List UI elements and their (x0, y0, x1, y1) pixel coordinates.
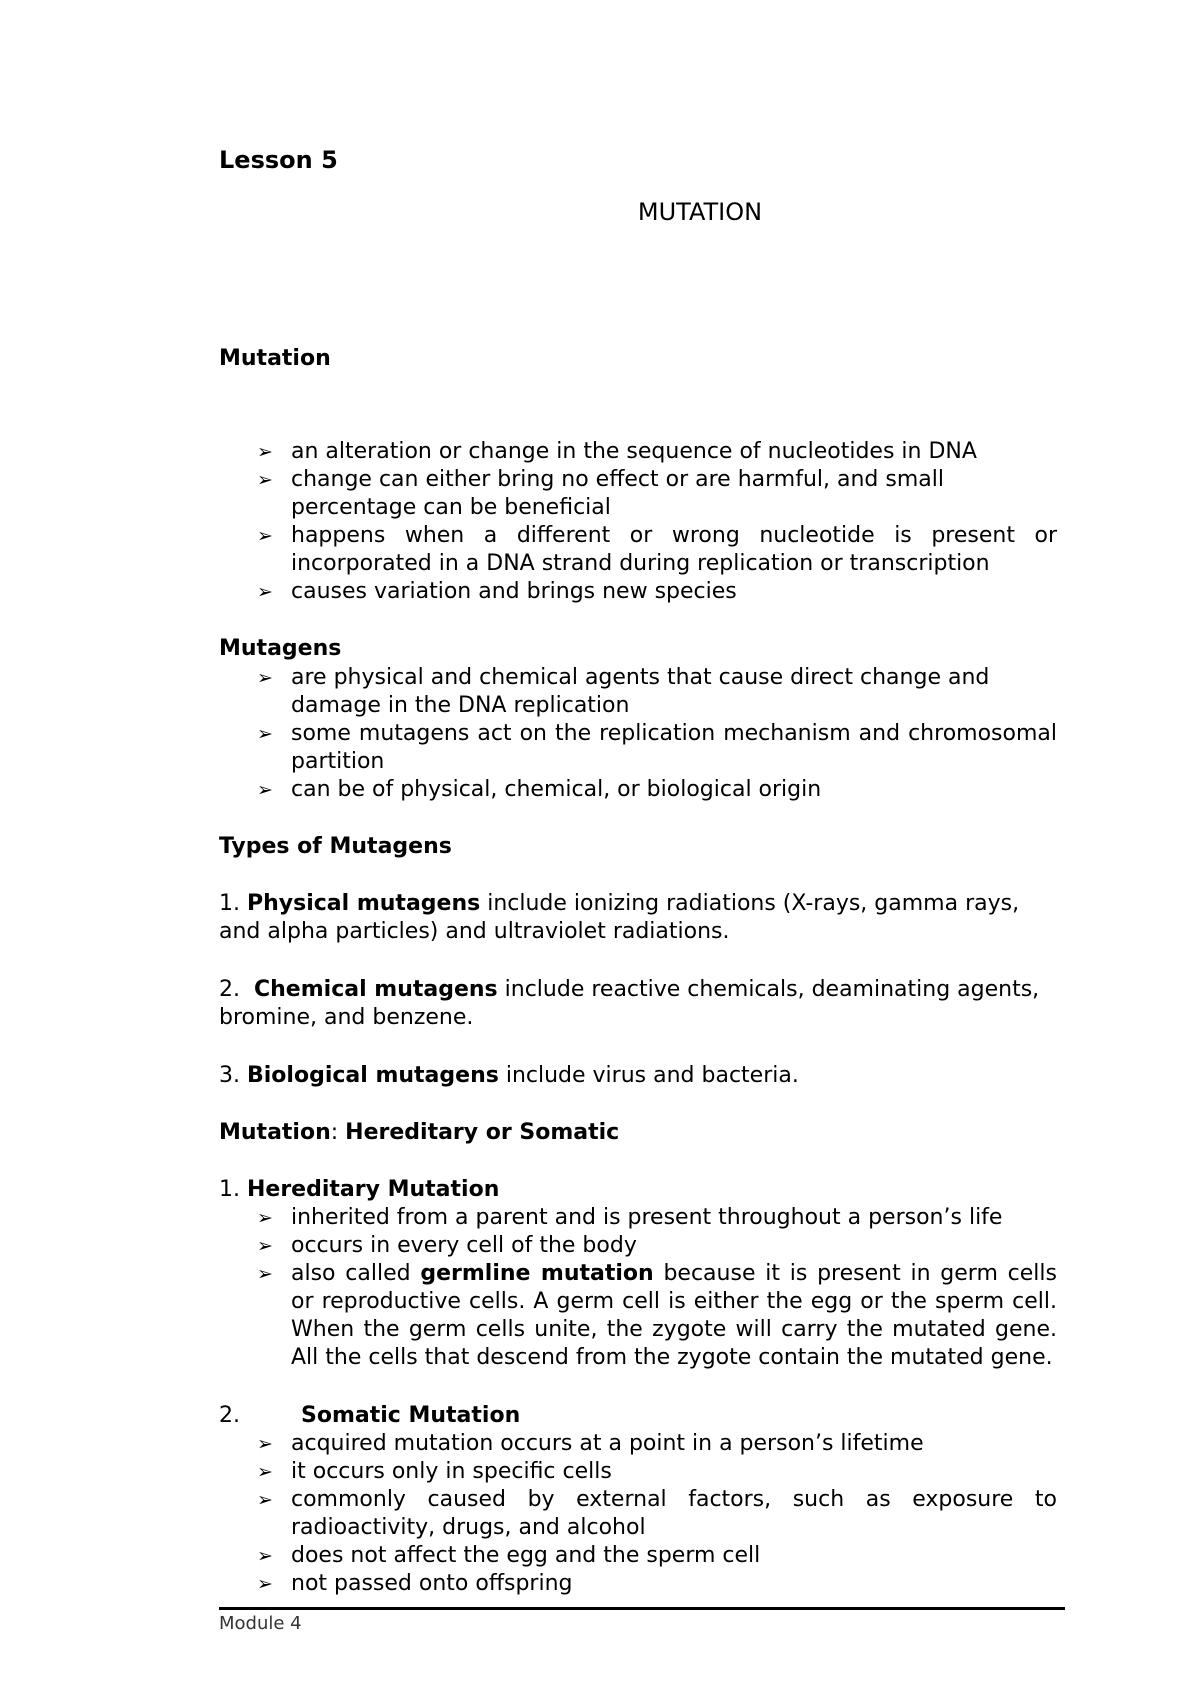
somatic-heading: 2. Somatic Mutation (219, 1403, 521, 1428)
arrow-bullet-icon: ➢ (257, 525, 273, 547)
lesson-label: Lesson 5 (219, 146, 338, 174)
arrow-bullet-icon: ➢ (257, 1433, 273, 1455)
arrow-bullet-icon: ➢ (257, 581, 273, 603)
list-item: ➢ commonly caused by external factors, such as exposure to radioactivity, drugs, and alcohol (257, 1487, 1057, 1540)
footer-label: Module 4 (219, 1613, 302, 1634)
list-item: ➢ change can either bring no effect or are harmful, and small percentage can be beneficial (257, 467, 944, 520)
list-item: ➢ can be of physical, chemical, or biological origin (257, 777, 822, 802)
arrow-bullet-icon: ➢ (257, 667, 273, 689)
list-item: ➢ happens when a different or wrong nucleotide is present or incorporated in a DNA strand during replication or transcription (257, 523, 1057, 576)
hereditary-somatic-heading: Mutation: Hereditary or Somatic (219, 1120, 620, 1145)
hereditary-heading: 1. Hereditary Mutation (219, 1177, 500, 1202)
numbered-item: 1. Physical mutagens include ionizing radiations (X-rays, gamma rays, and alpha particles) and ultraviolet radiations. (219, 891, 1020, 944)
list-item: ➢ are physical and chemical agents that cause direct change and damage in the DNA replication (257, 665, 990, 718)
list-item: ➢ some mutagens act on the replication mechanism and chromosomal partition (257, 721, 1057, 774)
arrow-bullet-icon: ➢ (257, 469, 273, 491)
mutation-heading: Mutation (219, 346, 331, 371)
term: Biological mutagens (247, 1063, 499, 1088)
mutagens-heading: Mutagens (219, 636, 342, 661)
list-item: ➢ causes variation and brings new species (257, 579, 737, 604)
list-item: ➢ also called germline mutation because it is present in germ cells or reproductive cells. A germ cell is either the egg or the sperm cell. When the germ cells unite, the zygote will carry the mutated gene. All the cells that descend from the zygote contain the mutated gene. (257, 1261, 1057, 1370)
list-item: ➢ it occurs only in specific cells (257, 1459, 612, 1484)
numbered-item: 2. Chemical mutagens include reactive chemicals, deaminating agents, bromine, and benzene. (219, 977, 1040, 1030)
list-item: ➢ not passed onto offspring (257, 1571, 573, 1596)
list-item: ➢ occurs in every cell of the body (257, 1233, 637, 1258)
arrow-bullet-icon: ➢ (257, 1207, 273, 1229)
term: Chemical mutagens (254, 977, 498, 1002)
arrow-bullet-icon: ➢ (257, 723, 273, 745)
arrow-bullet-icon: ➢ (257, 1461, 273, 1483)
term: Physical mutagens (247, 891, 481, 916)
arrow-bullet-icon: ➢ (257, 1573, 273, 1595)
arrow-bullet-icon: ➢ (257, 1235, 273, 1257)
numbered-item: 3. Biological mutagens include virus and bacteria. (219, 1063, 799, 1088)
arrow-bullet-icon: ➢ (257, 779, 273, 801)
arrow-bullet-icon: ➢ (257, 1489, 273, 1511)
arrow-bullet-icon: ➢ (257, 1263, 273, 1285)
list-item: ➢ does not affect the egg and the sperm cell (257, 1543, 761, 1568)
list-item: ➢ acquired mutation occurs at a point in a person’s lifetime (257, 1431, 924, 1456)
arrow-bullet-icon: ➢ (257, 441, 273, 463)
footer-divider (219, 1607, 1065, 1610)
list-item: ➢ an alteration or change in the sequence of nucleotides in DNA (257, 439, 977, 464)
list-item: ➢ inherited from a parent and is present throughout a person’s life (257, 1205, 1003, 1230)
arrow-bullet-icon: ➢ (257, 1545, 273, 1567)
page-title: MUTATION (637, 198, 763, 226)
term: germline mutation (420, 1261, 654, 1286)
types-heading: Types of Mutagens (219, 834, 452, 859)
